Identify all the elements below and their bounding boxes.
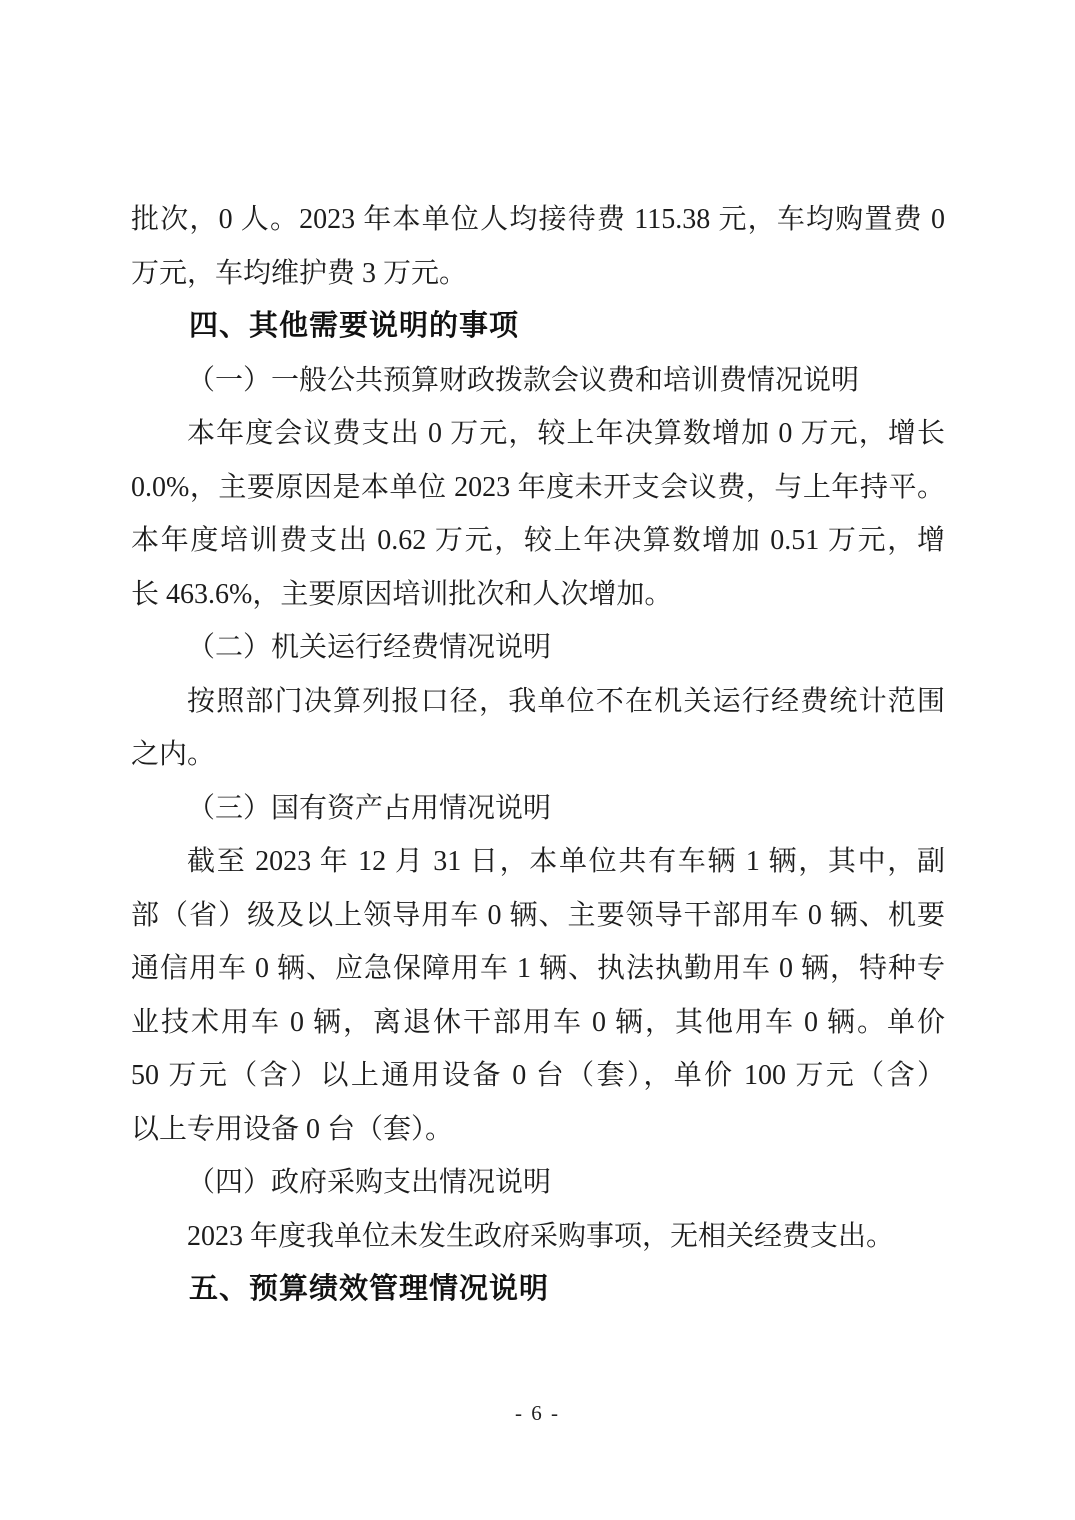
body-line: 批次，0 人。2023 年本单位人均接待费 115.38 元，车均购置费 0	[131, 204, 945, 235]
body-line: 本年度培训费支出 0.62 万元，较上年决算数增加 0.51 万元，增	[131, 525, 945, 556]
body-line: 万元，车均维护费 3 万元。	[131, 257, 468, 289]
body-line: 0.0%，主要原因是本单位 2023 年度未开支会议费，与上年持平。	[131, 471, 945, 503]
section-heading: 四、其他需要说明的事项	[189, 310, 520, 342]
body-line: 之内。	[131, 739, 216, 770]
subsection-heading: （四）政府采购支出情况说明	[187, 1167, 552, 1198]
body-line: 部（省）级及以上领导用车 0 辆、主要领导干部用车 0 辆、机要	[131, 899, 945, 931]
subsection-heading: （三）国有资产占用情况说明	[187, 792, 552, 824]
subsection-heading: （二）机关运行经费情况说明	[187, 632, 552, 663]
body-line: 按照部门决算列报口径，我单位不在机关运行经费统计范围	[187, 685, 945, 717]
body-line: 长 463.6%，主要原因培训批次和人次增加。	[131, 578, 673, 610]
page-number: - 6 -	[515, 1401, 560, 1425]
body-line: 以上专用设备 0 台（套）。	[131, 1113, 454, 1145]
body-line: 2023 年度我单位未发生政府采购事项，无相关经费支出。	[187, 1220, 895, 1252]
body-line: 本年度会议费支出 0 万元，较上年决算数增加 0 万元，增长	[187, 418, 945, 449]
body-line: 50 万元（含）以上通用设备 0 台（套），单价 100 万元（含）	[131, 1060, 945, 1091]
subsection-heading: （一）一般公共预算财政拨款会议费和培训费情况说明	[187, 364, 860, 396]
section-heading: 五、预算绩效管理情况说明	[189, 1273, 550, 1305]
body-line: 截至 2023 年 12 月 31 日，本单位共有车辆 1 辆，其中，副	[187, 846, 945, 877]
body-line: 通信用车 0 辆、应急保障用车 1 辆、执法执勤用车 0 辆，特种专	[131, 953, 945, 984]
body-line: 业技术用车 0 辆，离退休干部用车 0 辆，其他用车 0 辆。单价	[131, 1006, 945, 1038]
document-body	[131, 193, 945, 1317]
